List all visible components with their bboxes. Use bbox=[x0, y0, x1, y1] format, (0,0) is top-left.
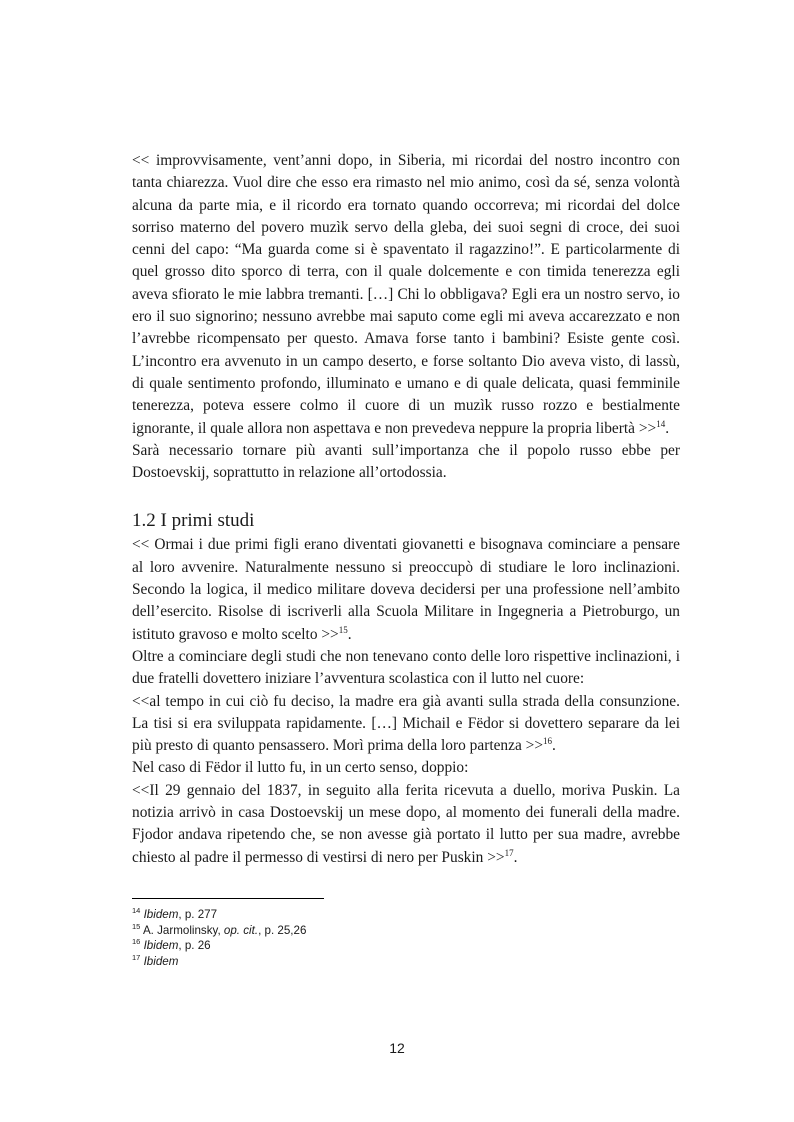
footnote-15: $^{15}$ A. Jarmolinsky, op. cit., p. 25,26 bbox=[132, 921, 307, 937]
footnote-ref-16[interactable]: 16 bbox=[543, 736, 552, 746]
paragraph-inclinazioni: Oltre a cominciare degli studi che non tenevano conto delle loro rispettive inclinazioni, i due fratelli dovettero iniziare l’avventura scolastica con il lutto nel cuore: bbox=[132, 647, 680, 688]
footnote-ref-14[interactable]: 14 bbox=[656, 418, 666, 429]
paragraph-lutto-doppio: Nel caso di Fëdor il lutto fu, in un certo senso, doppio: bbox=[132, 759, 469, 777]
paragraph-quote-madre: <<al tempo in cui ciò fu deciso, la madre era già avanti sulla strada della consunzione. La tisi si era sviluppata rapidamente. […] Michail e Fëdor si dovettero separare da lei più presto di quanto pensassero. Morì prima della loro partenza >>$^{16}$. bbox=[132, 692, 680, 755]
footnote-17: $^{17}$ Ibidem bbox=[132, 952, 179, 968]
paragraph-quote-avvenire: << Ormai i due primi figli erano diventati giovanetti e bisognava cominciare a pensare al loro avvenire. Naturalmente nessuno si preoccupò di studiare le loro inclinazioni. Secondo la logica, il medico militare doveva decidersi per una professione nell’ambito dell’esercito. Risolse di iscriverli alla Scuola Militare in Ingegneria a Pietroburgo, un istituto gravoso e molto scelto >>$^{15}$. bbox=[132, 536, 680, 643]
paragraph-popolo-russo: Sarà necessario tornare più avanti sull’importanza che il popolo russo ebbe per Dostoevskij, soprattutto in relazione all’ortodossia. bbox=[132, 441, 680, 482]
footnote-14: $^{14}$ Ibidem, p. 277 bbox=[132, 906, 218, 921]
page-body bbox=[132, 150, 680, 869]
paragraph-quote-puskin: <<Il 29 gennaio del 1837, in seguito alla ferita ricevuta a duello, moriva Puskin. La notizia arrivò in casa Dostoevskij un mese dopo, al momento dei funerali della madre. Fjodor andava ripetendo che, se non avesse già portato il lutto per sua madre, avrebbe chiesto al padre il permesso di vestirsi di nero per Puskin >>$^{17}$. bbox=[132, 781, 680, 866]
paragraph-quote-siberia: << improvvisamente, vent’anni dopo, in Siberia, mi ricordai del nostro incontro con tanta chiarezza. Vuol dire che esso era rimasto nel mio animo, così da sé, senza volontà alcuna da parte mia, e il ricordo era tornato quando occorreva; mi ricordai del dolce sorriso materno del povero muzìk servo della gleba, dei suoi segni di croce, dei suoi cenni del capo: “Ma guarda come si è spaventato il ragazzino!”. E particolarmente di quel grosso dito sporco di terra, con il quale dolcemente e con timida tenerezza egli aveva sfiorato le mie labbra tremanti. […] Chi lo obbligava? Egli era un nostro servo, io ero il suo signorino; nessuno avrebbe mai saputo come egli mi aveva accarezzato e non l’avrebbe ricompensato per questo. Amava forse tanto i bambini? Esiste gente così. L’incontro era avvenuto in un campo deserto, e forse soltanto Dio aveva visto, di lassù, di quale sentimento profondo, illuminato e umano e di quale delicata, quasi femminile tenerezza, poteva essere colmo il cuore di un muzìk russo rozzo e bestialmente ignorante, il quale allora non aspettava e non prevedeva neppure la propria libertà >>$^{14}$. bbox=[132, 152, 680, 437]
footnote-ref-15[interactable]: 15 bbox=[338, 624, 348, 635]
footnote-divider bbox=[132, 898, 324, 899]
footnotes bbox=[132, 907, 680, 969]
section-heading: 1.2 I primi studi bbox=[132, 510, 255, 532]
footnote-ref-17[interactable]: 17 bbox=[504, 847, 514, 858]
page-number: 12 bbox=[389, 1040, 405, 1056]
footnote-16: $^{16}$ Ibidem, p. 26 bbox=[132, 937, 211, 952]
